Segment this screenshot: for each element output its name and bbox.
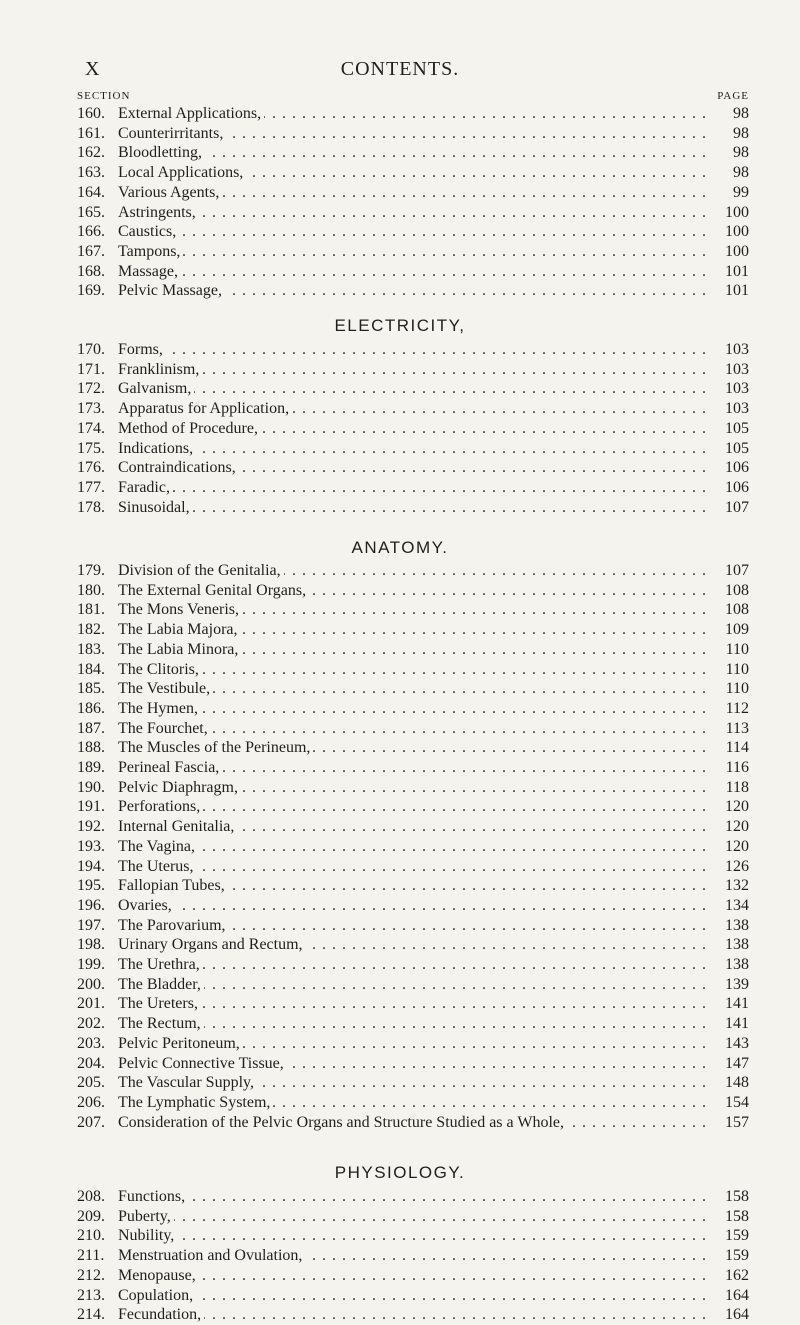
toc-entry [77,439,749,459]
section-number: 170. [77,341,105,358]
page-number: 101 [725,282,749,300]
section-number: 174. [77,419,105,437]
section-column-header: SECTION [77,90,131,102]
section-number: 212. [77,1266,105,1284]
entry-label-leader [118,758,707,778]
toc-entry [77,640,749,660]
section-number: 195. [77,877,105,895]
section-number: 173. [77,400,105,418]
entry-label: Internal Genitalia, [118,818,237,835]
section-number: 192. [77,818,105,836]
section-number: 202. [77,1015,105,1033]
section-number: 193. [77,837,105,855]
toc-entry [77,340,749,360]
section-number: 184. [77,660,105,678]
toc-entry [77,994,749,1014]
section-number: 179. [77,562,105,579]
entry-label: Tampons, [118,243,183,260]
entry-label-leader [118,222,707,242]
entry-label-leader [118,975,707,995]
entry-label: Copulation, [118,1287,196,1304]
toc-entry [77,600,749,620]
section-number: 211. [77,1247,105,1265]
entry-label-leader [118,1034,707,1054]
entry-label: Bloodletting, [118,144,205,161]
page-number: 100 [725,203,749,221]
section-number: 210. [77,1227,105,1245]
entry-label-leader [118,379,707,399]
toc-entry [77,738,749,758]
toc-entry [77,242,749,262]
entry-label-leader [118,561,707,581]
page-number: 101 [725,262,749,280]
page-number: 120 [725,818,749,836]
page-number: 98 [733,124,749,142]
page-number: 143 [725,1034,749,1052]
section-number: 196. [77,896,105,914]
section-heading: ELECTRICITY, [334,316,466,335]
entry-label: Pelvic Massage, [118,282,225,299]
page-number: 108 [725,581,749,599]
entry-label-leader [118,1113,707,1133]
toc-entry [77,935,749,955]
toc-entry [77,281,749,301]
entry-label-leader [118,640,707,660]
entry-label-leader [118,1305,707,1325]
toc-entry [77,758,749,778]
section-number: 178. [77,498,105,516]
section-number: 180. [77,581,105,599]
toc-entry [77,1266,749,1286]
toc-entry [77,561,749,581]
entry-label: The Lymphatic System, [118,1094,273,1111]
toc-entry [77,916,749,936]
section-number: 161. [77,124,105,142]
section-number: 187. [77,719,105,737]
entry-label-leader [118,778,707,798]
entry-label: Counterirritants, [118,125,226,142]
toc-entry [77,679,749,699]
entry-label-leader [118,262,707,282]
section-number: 197. [77,916,105,934]
entry-label: The Mons Veneris, [118,601,242,618]
toc-entry [77,719,749,739]
entry-label: Urinary Organs and Rectum, [118,936,306,953]
entry-label-leader [118,817,707,837]
toc-entry [77,222,749,242]
entry-label: The Vestibule, [118,680,213,697]
entry-label: Massage, [118,263,181,280]
entry-label-leader [118,1207,707,1227]
page-number: 106 [725,459,749,477]
entry-label: The Muscles of the Perineum, [118,739,313,756]
toc-entry [77,379,749,399]
entry-label-leader [118,498,707,518]
section-number: 186. [77,699,105,717]
page-number: 110 [725,640,749,658]
toc-entry [77,360,749,380]
page-title: CONTENTS. [340,58,460,80]
entry-label: Indications, [118,440,196,457]
entry-label-leader [118,857,707,877]
page-number: 105 [725,419,749,437]
page-number: 141 [725,995,749,1013]
entry-label: The Clitoris, [118,661,202,678]
entry-label: Functions, [118,1188,188,1205]
entry-label: Perineal Fascia, [118,759,222,776]
page-header [0,58,800,82]
section-number: 177. [77,478,105,496]
entry-label: Method of Procedure, [118,420,261,437]
entry-label: Ovaries, [118,897,175,914]
toc-entry [77,817,749,837]
entry-label-leader [118,104,707,124]
section-number: 207. [77,1113,105,1131]
page-number: 139 [725,975,749,993]
section-number: 171. [77,360,105,378]
entry-label: The Labia Majora, [118,621,241,638]
page-number: 110 [725,660,749,678]
section-number: 200. [77,975,105,993]
section-heading: PHYSIOLOGY. [334,1163,466,1182]
section-number: 160. [77,105,105,122]
entry-label: The Labia Minora, [118,641,241,658]
page-number: 98 [733,144,749,162]
entry-label-leader [118,896,707,916]
toc-entry [77,1187,749,1207]
entry-label-leader [118,1266,707,1286]
entry-label-leader [118,1286,707,1306]
section-number: 181. [77,601,105,619]
page-number: 103 [725,400,749,418]
page-number: 158 [725,1188,749,1205]
toc-entry [77,699,749,719]
entry-label-leader [118,478,707,498]
entry-label: Fallopian Tubes, [118,877,228,894]
entry-label: Nubility, [118,1227,177,1244]
entry-label: Contraindications, [118,459,239,476]
page-number: 108 [725,601,749,619]
toc-entry [77,1246,749,1266]
page-number: 138 [725,936,749,954]
page-number: 103 [725,341,749,358]
page-number: 99 [733,183,749,201]
section-number: 213. [77,1286,105,1304]
section-number: 205. [77,1074,105,1092]
section-number: 194. [77,857,105,875]
page-number: 147 [725,1054,749,1072]
section-number: 189. [77,759,105,776]
entry-label-leader [118,1187,707,1207]
page-number: 107 [725,498,749,516]
entry-label: The Uterus, [118,858,197,875]
section-number: 209. [77,1207,105,1225]
entry-label-leader [118,679,707,699]
section-number: 191. [77,798,105,816]
page-number: 120 [725,798,749,816]
entry-label: The External Genital Organs, [118,582,309,599]
page-number: 105 [725,439,749,457]
entry-label: Various Agents, [118,184,222,201]
section-number: 165. [77,203,105,221]
entry-label: Galvanism, [118,380,194,397]
entry-label: Faradic, [118,479,173,496]
entry-label-leader [118,419,707,439]
toc-entry [77,955,749,975]
toc-entry [77,419,749,439]
toc-entry [77,1305,749,1325]
toc-entry [77,778,749,798]
page-number: 164 [725,1286,749,1304]
page-number: 100 [725,242,749,260]
entry-label-leader [118,620,707,640]
page-number: 113 [725,719,749,737]
entry-label: The Vagina, [118,838,198,855]
page-number: 159 [725,1227,749,1245]
entry-label: The Vascular Supply, [118,1074,257,1091]
toc-entry [77,498,749,518]
toc-entry [77,620,749,640]
entry-label: Franklinism, [118,361,202,378]
toc-entry [77,876,749,896]
toc-entry [77,203,749,223]
page-number: 107 [725,562,749,579]
toc-entry [77,124,749,144]
entry-label-leader [118,955,707,975]
entry-label: The Fourchet, [118,720,211,737]
page-number: 118 [725,778,749,796]
entry-label-leader [118,1073,707,1093]
page-number: 148 [725,1074,749,1092]
section-heading: ANATOMY. [351,538,449,557]
entry-label: The Parovarium, [118,917,229,934]
entry-label-leader [118,994,707,1014]
section-number: 198. [77,936,105,954]
entry-label: Pelvic Diaphragm, [118,779,241,796]
entry-label-leader [118,1246,707,1266]
entry-label: Perforations, [118,798,203,815]
entry-label-leader [118,163,707,183]
section-number: 183. [77,640,105,658]
entry-label-leader [118,143,707,163]
toc-entry [77,163,749,183]
toc-entry [77,458,749,478]
page-number: 103 [725,380,749,398]
entry-label: The Urethra, [118,956,203,973]
toc-entry [77,478,749,498]
entry-label: Menopause, [118,1267,199,1284]
entry-label: Division of the Genitalia, [118,562,284,579]
page-number: 100 [725,223,749,241]
toc-entry [77,1073,749,1093]
entry-label-leader [118,340,707,360]
entry-label: The Rectum, [118,1015,204,1032]
entry-label: The Hymen, [118,700,201,717]
entry-label-leader [118,719,707,739]
entry-label: Local Applications, [118,164,246,181]
page-number: 114 [725,739,749,757]
section-number: 175. [77,439,105,457]
page-number: 120 [725,837,749,855]
section-number: 182. [77,621,105,639]
section-number: 199. [77,956,105,973]
entry-label-leader [118,1226,707,1246]
page-number: 158 [725,1207,749,1225]
toc-entry [77,143,749,163]
toc-entry [77,183,749,203]
toc-entry [77,1286,749,1306]
toc-entry [77,797,749,817]
entry-label-leader [118,699,707,719]
page-number: 116 [725,759,749,776]
page-number: 141 [725,1015,749,1033]
toc-entry [77,1093,749,1113]
page-number: 106 [725,478,749,496]
page-number: 162 [725,1266,749,1284]
entry-label-leader [118,837,707,857]
entry-label-leader [118,183,707,203]
toc-entry [77,581,749,601]
entry-label: External Applications, [118,105,264,122]
page-number: 98 [733,105,749,122]
entry-label-leader [118,360,707,380]
toc-entry [77,1034,749,1054]
page-number: 112 [725,699,749,717]
page-number: 132 [725,877,749,895]
page-number: 154 [725,1093,749,1111]
page-number: 126 [725,857,749,875]
column-headers [77,90,749,104]
section-number: 169. [77,282,105,300]
entry-label-leader [118,600,707,620]
section-number: 201. [77,995,105,1013]
page-number: 109 [725,621,749,639]
entry-label-leader [118,916,707,936]
entry-label-leader [118,581,707,601]
section-number: 163. [77,164,105,182]
page-number: 138 [725,956,749,973]
entry-label: Apparatus for Application, [118,400,292,417]
toc-entry [77,104,749,124]
entry-label-leader [118,876,707,896]
page-number: 159 [725,1247,749,1265]
entry-label: Fecundation, [118,1306,204,1323]
page-number: 98 [733,164,749,182]
section-number: 203. [77,1034,105,1052]
entry-label-leader [118,1093,707,1113]
page-number: 103 [725,360,749,378]
toc-entry [77,975,749,995]
section-number: 167. [77,242,105,260]
toc-entry [77,1226,749,1246]
entry-label-leader [118,1054,707,1074]
page-number: 134 [725,896,749,914]
entry-label-leader [118,124,707,144]
section-number: 188. [77,739,105,757]
entry-label-leader [118,660,707,680]
page-number-roman: X [85,58,100,80]
page-number: 157 [725,1113,749,1131]
toc-entry [77,262,749,282]
entry-label: Consideration of the Pelvic Organs and Structure Studied as a Whole, [118,1114,567,1131]
page-number: 164 [725,1306,749,1324]
page-number: 138 [725,916,749,934]
entry-label-leader [118,399,707,419]
entry-label-leader [118,458,707,478]
section-number: 190. [77,778,105,796]
entry-label: Sinusoidal, [118,499,193,516]
entry-label: Puberty, [118,1208,174,1225]
entry-label: The Bladder, [118,976,204,993]
entry-label-leader [118,797,707,817]
entry-label: Caustics, [118,223,179,240]
section-number: 206. [77,1093,105,1111]
entry-label: Astringents, [118,204,199,221]
section-number: 168. [77,262,105,280]
section-number: 164. [77,183,105,201]
section-number: 185. [77,680,105,698]
entry-label: Pelvic Connective Tissue, [118,1055,287,1072]
entry-label: The Ureters, [118,995,201,1012]
entry-label: Menstruation and Ovulation, [118,1247,305,1264]
section-number: 208. [77,1188,105,1205]
toc-entry [77,837,749,857]
toc-entry [77,660,749,680]
entry-label-leader [118,242,707,262]
entry-label-leader [118,1014,707,1034]
entry-label-leader [118,281,707,301]
entry-label: Forms, [118,341,166,358]
entry-label-leader [118,439,707,459]
toc-entry [77,857,749,877]
entry-label: Pelvic Peritoneum, [118,1035,243,1052]
entry-label-leader [118,738,707,758]
section-number: 166. [77,223,105,241]
entry-label-leader [118,203,707,223]
toc-entry [77,1014,749,1034]
page-number: 110 [725,680,749,698]
section-number: 162. [77,144,105,162]
toc-entry [77,1113,749,1133]
toc-entry [77,399,749,419]
toc-entry [77,1207,749,1227]
section-number: 214. [77,1306,105,1324]
entry-label-leader [118,935,707,955]
toc-entry [77,1054,749,1074]
page-column-header: PAGE [717,90,749,102]
section-number: 204. [77,1054,105,1072]
toc-entry [77,896,749,916]
section-number: 172. [77,380,105,398]
section-number: 176. [77,459,105,477]
